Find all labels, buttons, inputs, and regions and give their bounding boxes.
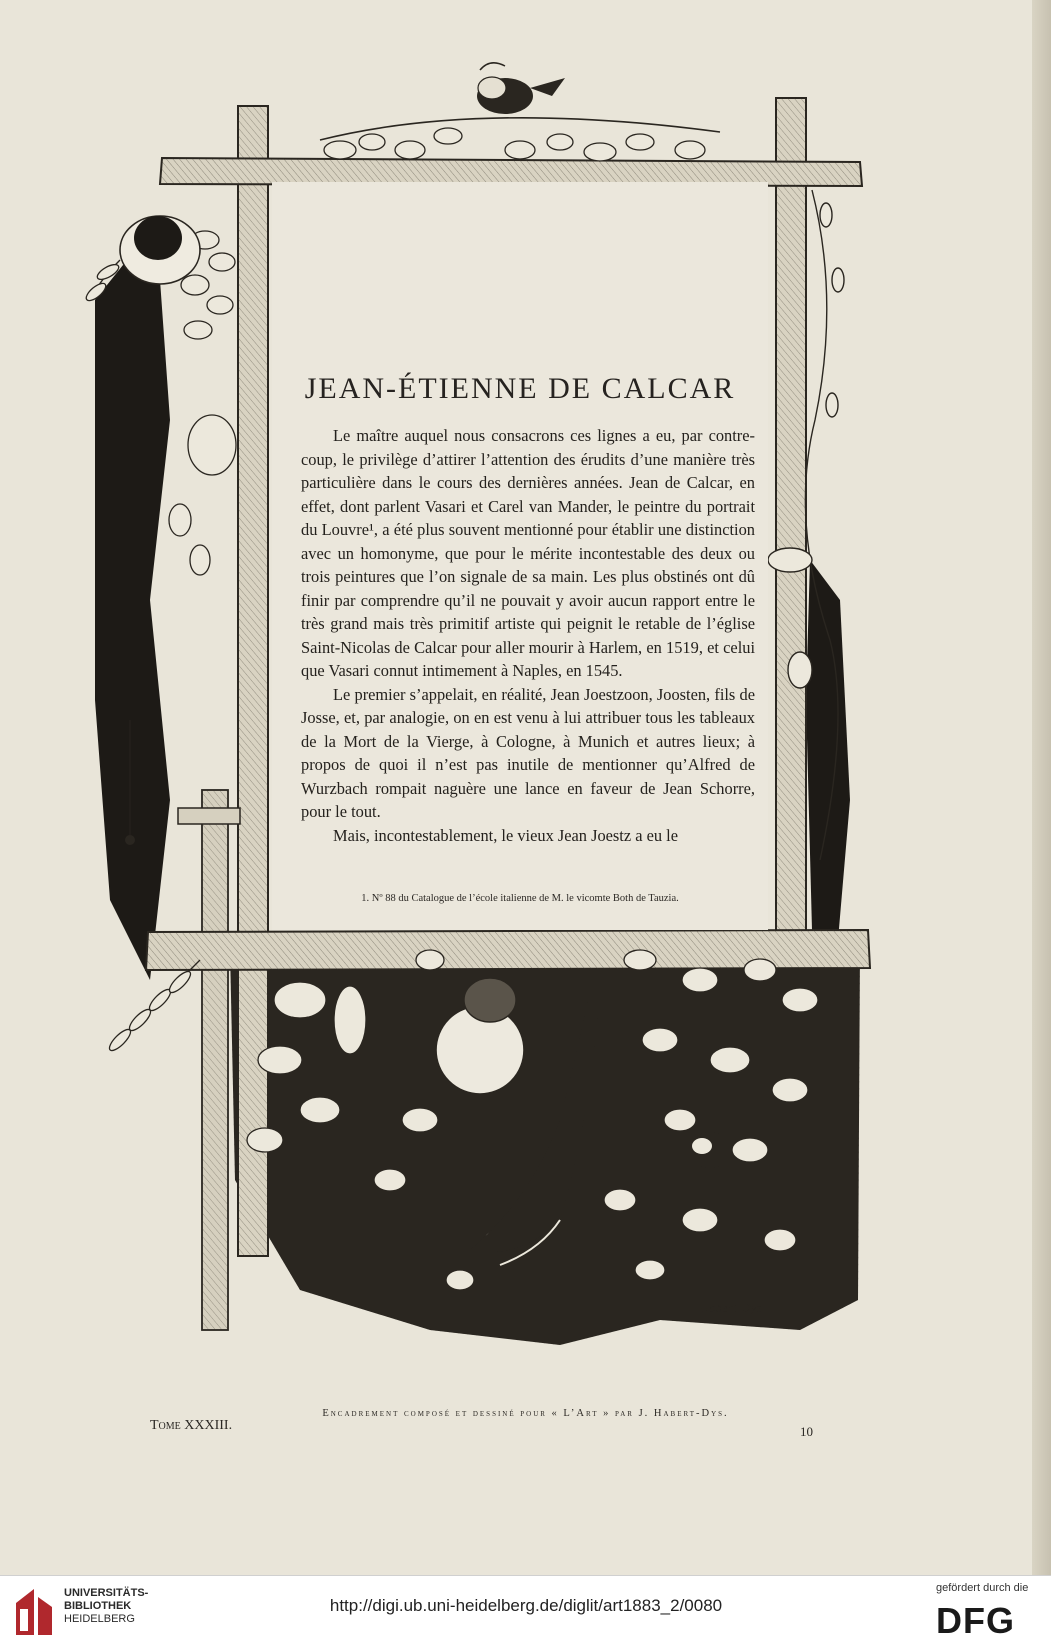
article-body: [301, 424, 755, 847]
library-name-line: HEIDELBERG: [64, 1613, 135, 1625]
volume-label: Tome XXXIII.: [150, 1418, 233, 1433]
funding-label: gefördert durch die: [936, 1582, 1029, 1594]
wooden-post-left: [238, 106, 268, 1256]
article-title: JEAN-ÉTIENNE DE CALCAR: [304, 372, 736, 406]
wooden-post-short-left: [178, 790, 240, 1330]
illustration-caption: Encadrement composé et dessiné pour « L’Art » par J. Habert-Dys.: [322, 1408, 729, 1419]
bird-top: [477, 63, 565, 114]
border-shadow-left: [95, 250, 170, 980]
library-name-line: BIBLIOTHEK: [64, 1600, 132, 1612]
paragraph: Le maître auquel nous consacrons ces lignes a eu, par contre-coup, le privilège d’attirer l’attention des érudits d’une manière très particulière dans le cours des dernières années. Jean de Calcar, en effet, dont parlent Vasari et Carel van Mander, le peintre du portrait du Louvre¹, a été plus souvent mentionné pour établir une distinction avec un homonyme, que pour le mérite incontestable des deux ou trois peintures que l’on signale de sa main. Les plus obstinés ont dû finir par comprendre qu’il ne pouvait y avoir aucun rapport entre le très grand mais très primitif artiste qui peignit le retable de l’église Saint-Nicolas de Calcar pour aller mourir à Harlem, en 1519, et celui que Vasari connut intimement à Naples, en 1545.: [301, 426, 755, 680]
bird-nest-left: [120, 216, 200, 284]
page-number: 10: [800, 1424, 813, 1439]
bird-bottom-right: [688, 1132, 732, 1168]
wooden-post-right: [776, 98, 806, 948]
paragraph: Mais, incontestablement, le vieux Jean Joestz a eu le: [333, 825, 679, 845]
source-url-link[interactable]: http://digi.ub.uni-heidelberg.de/diglit/art1883_2/0080: [329, 1596, 723, 1615]
dfg-logo: DFG: [936, 1600, 1015, 1641]
artist-signature: Habert-Dys: [700, 1300, 762, 1315]
university-library-name: [64, 1587, 148, 1626]
border-shadow-right: [806, 560, 850, 940]
branch-bottom-left: [107, 960, 200, 1053]
library-name-line: UNIVERSITÄTS-: [64, 1587, 149, 1599]
university-library-logo-icon: [10, 1583, 58, 1641]
paragraph: Le premier s’appelait, en réalité, Jean Joestzoon, Joosten, fils de Josse, et, par analogie, on en est venu à lui attribuer tous les tableaux de la Mort de la Vierge, à Cologne, à Munich et autres lieux; à propos de quoi il n’est pas inutile de mentionner qu’Alfred de Wurzbach rompait naguère une lance en faveur de Jean Schorre, pour le tout.: [301, 684, 755, 821]
footnote: 1. Nº 88 du Catalogue de l’école italienne de M. le vicomte Both de Tauzia.: [361, 893, 679, 904]
